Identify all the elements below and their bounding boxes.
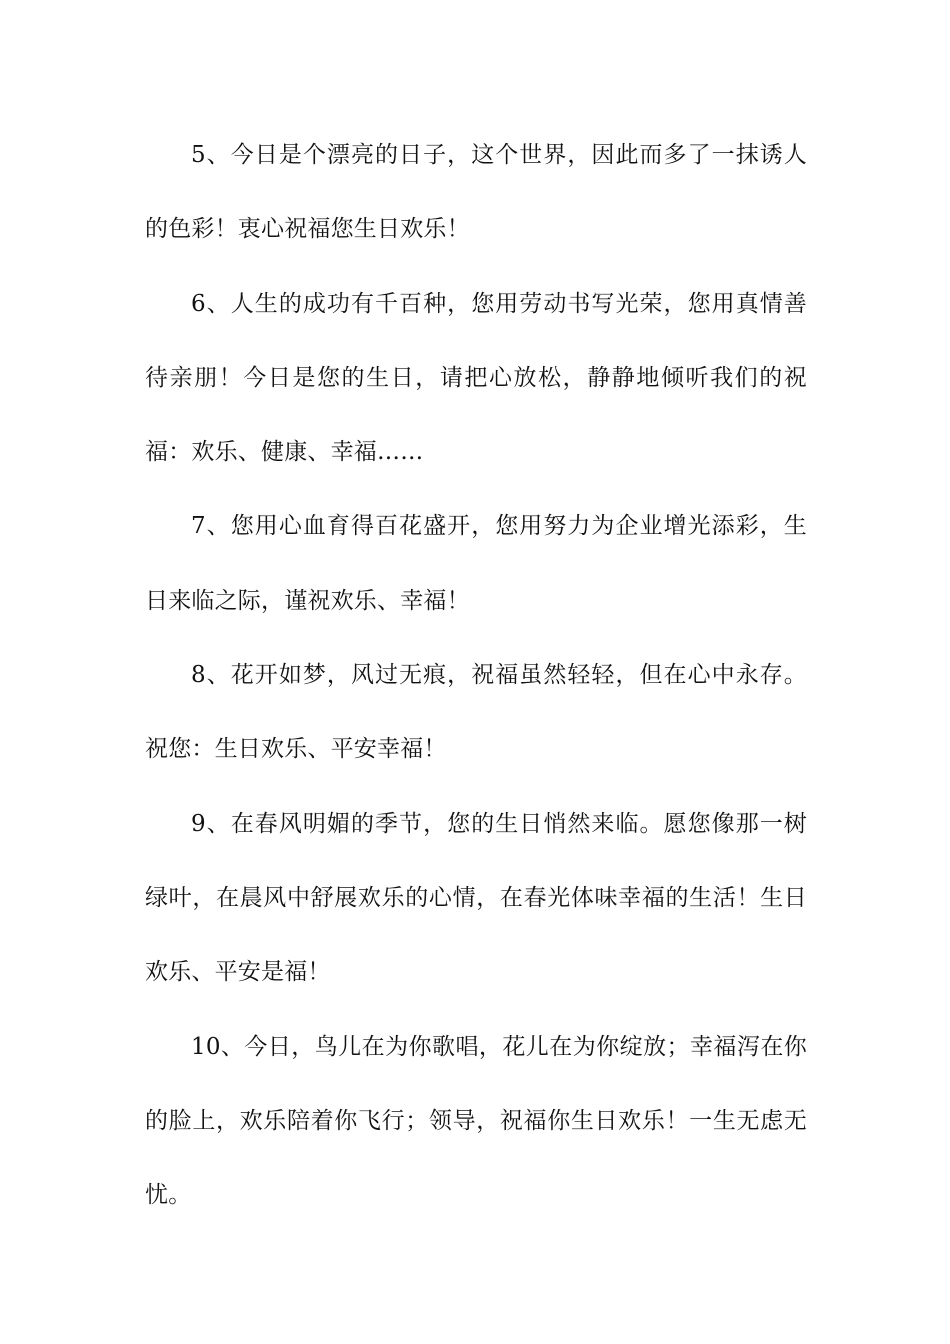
paragraph-5: 5、今日是个漂亮的日子，这个世界，因此而多了一抹诱人的色彩！衷心祝福您生日欢乐！ (145, 142, 807, 243)
paragraph-7: 7、您用心血育得百花盛开，您用努力为企业增光添彩，生日来临之际，谨祝欢乐、幸福！ (145, 513, 807, 614)
paragraph-6: 6、人生的成功有千百种，您用劳动书写光荣，您用真情善待亲朋！今日是您的生日，请把心放松，静静地倾听我们的祝福：欢乐、健康、幸福…… (145, 290, 807, 466)
paragraph-9: 9、在春风明媚的季节，您的生日悄然来临。愿您像那一树绿叶，在晨风中舒展欢乐的心情，在春光体味幸福的生活！生日欢乐、平安是福！ (145, 810, 807, 986)
paragraph-8: 8、花开如梦，风过无痕，祝福虽然轻轻，但在心中永存。祝您：生日欢乐、平安幸福！ (145, 662, 807, 763)
document-body (145, 118, 807, 1232)
paragraph-10: 10、今日，鸟儿在为你歌唱，花儿在为你绽放；幸福泻在你的脸上，欢乐陪着你飞行；领导，祝福你生日欢乐！一生无虑无忧。 (145, 1033, 807, 1209)
